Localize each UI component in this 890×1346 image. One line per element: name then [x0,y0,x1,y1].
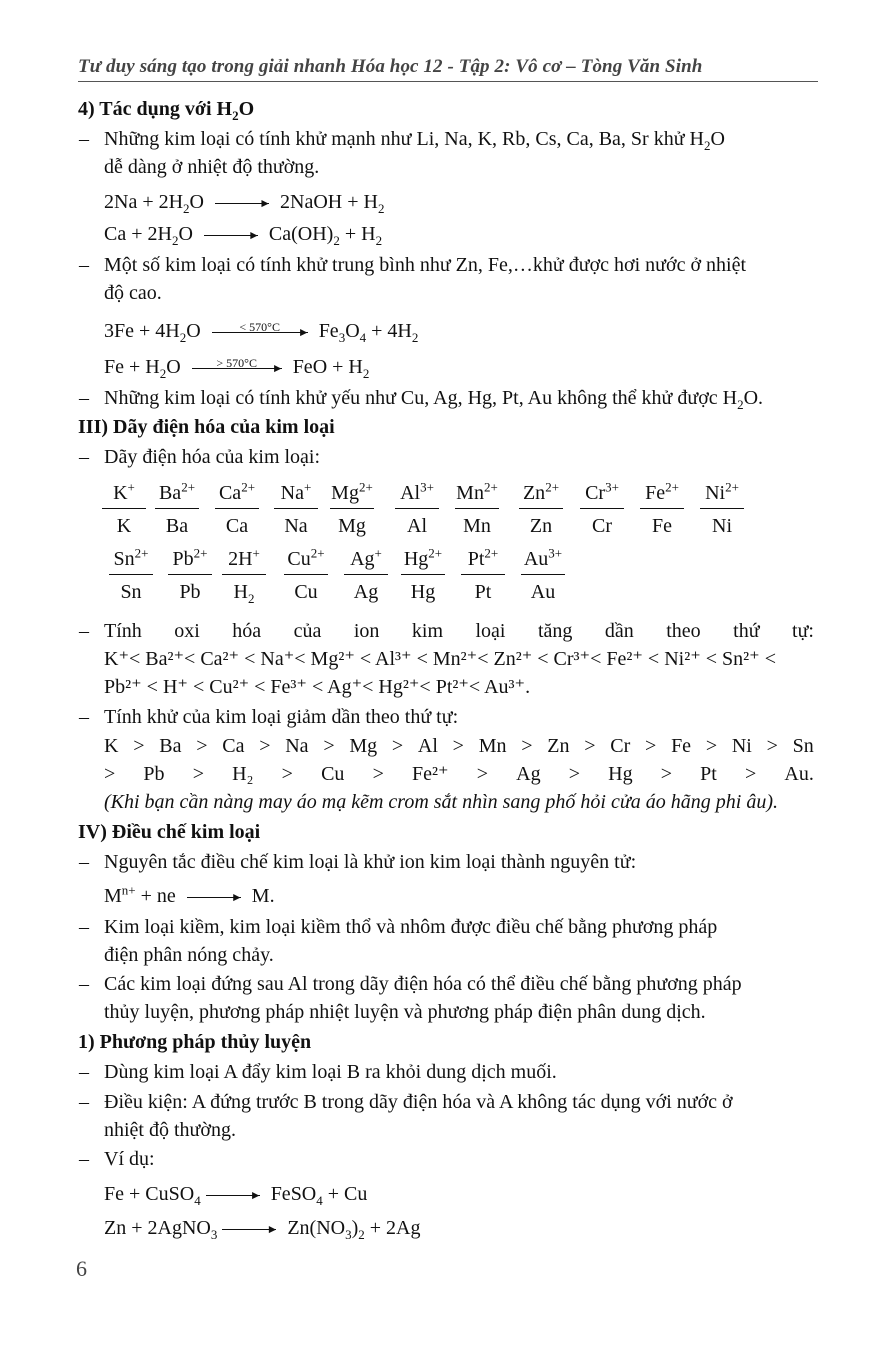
paragraph-principle: Nguyên tắc điều chế kim loại là khử ion kim loại thành nguyên tử: [104,851,637,873]
ion: 2H+ [228,545,260,570]
series-token: Hg [608,763,633,785]
bullet-dash: – [79,1091,89,1113]
equation-reduction: $M^{n+}$ + ne ► M. [104,882,275,907]
word: hóa [232,620,262,642]
fraction-bar [401,574,445,575]
bullet-dash: – [79,128,89,150]
word: của [293,620,322,642]
fraction-bar [519,508,563,509]
series-token: > [521,735,533,757]
fraction-bar [222,574,266,575]
section-title-4: 4) Tác dụng với $H_2O$ [78,98,255,123]
paragraph-medium-reducers-cont: độ cao. [104,282,162,304]
metal: Pt [474,581,492,604]
word: thứ [733,620,760,642]
redox-pair [519,546,567,605]
fraction-bar [168,574,212,575]
series-token: > [452,735,464,757]
metal: Ag [353,581,379,604]
bullet-dash: – [79,620,89,642]
word: tự: [792,620,814,642]
ion: $Al^{3+}$ [400,479,434,504]
redox-pair [213,480,261,539]
series-token: Ba [159,735,182,757]
redox-pair [453,480,501,539]
metal: Au [530,581,556,604]
equation-fe-cuso4: Fe + CuSO$_4$ ► FeSO$_4$ + Cu [104,1183,368,1208]
ion: Ag+ [350,545,382,570]
series-token: > [660,763,673,785]
ion: K+ [113,479,135,504]
redox-pair [459,546,507,605]
paragraph-electrolysis-melt-cont: điện phân nóng chảy. [104,944,274,966]
reaction-arrow: ► [206,1195,260,1196]
ion: $Ni^{2+}$ [705,479,739,504]
fraction-bar [102,508,146,509]
paragraph-after-al-cont: thủy luyện, phương pháp nhiệt luyện và phương pháp điện phân dung dịch. [104,1001,706,1023]
metal: Sn [120,581,142,604]
series-token: Na [285,735,309,757]
ion: $Mn^{2+}$ [456,479,498,504]
ion: $Pt^{2+}$ [467,545,499,570]
series-token: > [391,735,404,757]
paragraph-condition: Điều kiện: A đứng trước B trong dãy điện hóa và A không tác dụng với nước ở [104,1091,733,1113]
series-token: H₂ [232,763,254,785]
series-token: Ca [222,735,245,757]
fraction-bar [395,508,439,509]
section-title-iii: III) Dãy điện hóa của kim loại [78,416,335,438]
fraction-bar [700,508,744,509]
redox-pair [517,480,565,539]
series-token: > [259,735,271,757]
ion: $Ca^{2+}$ [218,479,256,504]
redox-pair [166,546,214,605]
series-token: > [104,763,116,785]
paragraph-after-al: Các kim loại đứng sau Al trong dãy điện hóa có thể điều chế bằng phương pháp [104,973,742,995]
equation-fe-steam-low: $3Fe + 4H_2O$ < 570°C ► $Fe_3O_4 + 4H_2$ [104,319,419,345]
metal: Ca [225,515,249,538]
bullet-dash: – [79,446,89,468]
series-token: K [104,735,119,757]
word: dần [604,620,634,642]
oxidizing-order-line-3: Pb²⁺ < H⁺ < Cu²⁺ < Fe³⁺ < Ag⁺< Hg²⁺< Pt²⁺< Au³⁺. [104,676,531,698]
metal: Mn [463,515,491,538]
metal: Zn [529,515,553,538]
bullet-dash: – [79,1148,89,1170]
word: theo [666,620,701,642]
metal: Hg [410,581,436,604]
series-token: Mn [478,735,507,757]
bullet-dash: – [79,973,89,995]
redox-pair [638,480,686,539]
series-token: Zn [547,735,570,757]
section-title-1: 1) Phương pháp thủy luyện [78,1031,312,1053]
fraction-bar [274,508,318,509]
equation-na-water: $2Na + 2H_2O$ ► 2NaOH + $H_2$ [104,191,385,216]
paragraph-strong-reducers: Những kim loại có tính khử mạnh như Li, Na, K, Rb, Cs, Ca, Ba, Sr khử $H_2O$ [104,128,725,153]
redox-pair [342,546,390,605]
redox-pair [328,480,376,539]
fraction-bar [455,508,499,509]
redox-pair [100,480,148,539]
paragraph-reducing-order: Tính khử của kim loại giảm dần theo thứ tự: [104,706,459,728]
ion: $Cu^{2+}$ [287,545,325,570]
series-token: Cu [321,763,345,785]
word: tăng [537,620,573,642]
series-token: Cr [610,735,631,757]
reaction-arrow: ► [204,235,258,236]
paragraph-strong-reducers-cont: dễ dàng ở nhiệt độ thường. [104,156,320,178]
word: Tính [104,620,142,642]
ion: $Hg^{2+}$ [403,545,443,570]
redox-pair [220,546,268,605]
fraction-bar [344,574,388,575]
metal: Mg [338,515,366,538]
bullet-dash: – [79,916,89,938]
series-token: > [584,735,596,757]
ion: $Ba^{2+}$ [158,479,196,504]
metal: Ni [712,515,732,538]
metal: Na [284,515,308,538]
series-token: > [744,763,757,785]
fraction-bar [215,508,259,509]
bullet-dash: – [79,706,89,728]
redox-pair [698,480,746,539]
redox-pair [393,480,441,539]
ion: $Pb^{2+}$ [172,545,208,570]
paragraph-oxidizing-order [104,618,814,644]
metal: Fe [652,515,672,538]
paragraph-electrolysis-melt: Kim loại kiềm, kim loại kiềm thổ và nhôm được điều chế bằng phương pháp [104,916,718,938]
metal: Cu [294,581,318,604]
word: kim [411,620,444,642]
fraction-bar [640,508,684,509]
series-token: > [281,763,293,785]
redox-pair [153,480,201,539]
metal: Ba [165,515,189,538]
word: oxi [174,620,200,642]
series-token: Sn [792,735,814,757]
word: ion [353,620,380,642]
reaction-arrow: ► [215,203,269,204]
fraction-bar [109,574,153,575]
reaction-arrow: ► [187,897,241,898]
fraction-bar [330,508,374,509]
redox-pair [578,480,626,539]
series-token: > [705,735,718,757]
ion: $Sn^{2+}$ [113,545,149,570]
redox-pair [399,546,447,605]
series-token: Ni [731,735,752,757]
fraction-bar [580,508,624,509]
bullet-dash: – [79,387,89,409]
metal: Al [407,515,427,538]
metal: Pb [179,581,201,604]
page-number: 6 [76,1256,87,1281]
series-token: > [192,763,204,785]
series-token: Pt [700,763,717,785]
ion: $Cr^{3+}$ [585,479,619,504]
reaction-arrow-condition: > 570°C ► [192,368,282,369]
equation-ca-water: $Ca + 2H_2O$ ► $Ca(OH)_2 + H_2$ [104,223,383,248]
running-header: Tư duy sáng tạo trong giải nhanh Hóa học 12 - Tập 2: Vô cơ – Tòng Văn Sinh [78,56,703,77]
equation-zn-agno3: Zn + 2AgNO$_3$ ► $Zn(NO_3)_2 + 2Ag$ [104,1217,421,1242]
oxidizing-order-line-2: K⁺< Ba²⁺< Ca²⁺ < Na⁺< Mg²⁺ < Al³⁺ < Mn²⁺< Zn²⁺ < Cr³⁺< Fe²⁺ < Ni²⁺ < Sn²⁺ < [104,648,776,670]
series-token: > [196,735,208,757]
series-token: > [766,735,778,757]
ion: $Zn^{2+}$ [522,479,560,504]
paragraph-displacement: Dùng kim loại A đẩy kim loại B ra khỏi dung dịch muối. [104,1061,557,1083]
mnemonic: (Khi bạn cần nàng may áo mạ kẽm crom sắt nhìn sang phố hỏi cửa áo hãng phi âu). [104,791,778,813]
word: loại [475,620,506,642]
reaction-arrow-condition: < 570°C ► [212,332,308,333]
paragraph-weak-reducers: Những kim loại có tính khử yếu như Cu, Ag, Hg, Pt, Au không thể khử được $H_2O$. [104,387,764,412]
section-title-iv: IV) Điều chế kim loại [78,821,261,843]
redox-pair [282,546,330,605]
reducing-order-line-3 [104,761,814,787]
bullet-dash: – [79,851,89,873]
reaction-arrow: ► [222,1229,276,1230]
fraction-bar [461,574,505,575]
reducing-order-line-2 [104,733,814,759]
bullet-dash: – [79,254,89,276]
series-token: Au. [784,763,814,785]
series-token: Fe²⁺ [412,763,449,785]
series-token: > [645,735,657,757]
series-token: Ag [516,763,541,785]
metal: $H_2$ [233,581,255,607]
header-rule [78,81,818,82]
series-token: Fe [671,735,692,757]
series-token: > [323,735,335,757]
series-token: Mg [349,735,378,757]
fraction-bar [521,574,565,575]
series-token: > [372,763,384,785]
metal: Cr [592,515,612,538]
bullet-dash: – [79,1061,89,1083]
equation-fe-steam-high: $Fe + H_2O$ > 570°C ► FeO + $H_2$ [104,355,370,381]
ion: Na+ [280,479,312,504]
fraction-bar [155,508,199,509]
paragraph-example: Ví dụ: [104,1148,155,1170]
series-token: > [568,763,580,785]
series-token: Pb [143,763,165,785]
paragraph-condition-cont: nhiệt độ thường. [104,1119,236,1141]
paragraph-medium-reducers: Một số kim loại có tính khử trung bình như Zn, Fe,…khử được hơi nước ở nhiệt [104,254,747,276]
fraction-bar [284,574,328,575]
redox-pair [272,480,320,539]
ion: $Au^{3+}$ [523,545,563,570]
metal: K [116,515,132,538]
paragraph-series-intro: Dãy điện hóa của kim loại: [104,446,321,468]
ion: $Fe^{2+}$ [645,479,679,504]
redox-pair [107,546,155,605]
series-token: Al [417,735,438,757]
series-token: > [133,735,145,757]
ion: $Mg^{2+}$ [331,479,373,504]
series-token: > [476,763,488,785]
